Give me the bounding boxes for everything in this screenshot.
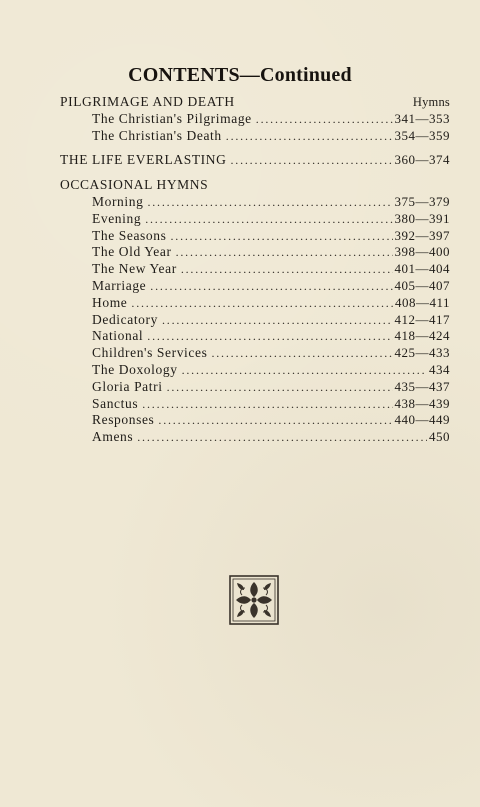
table-of-contents [60,94,450,446]
toc-entry [60,328,450,345]
dot-leader [170,228,392,245]
dot-leader [142,396,392,413]
section-heading-occasional-hymns: OCCASIONAL HYMNS [60,177,209,193]
toc-section-heading [60,152,450,169]
entry-label: Evening [92,210,142,226]
entry-label: The Old Year [92,244,172,260]
toc-entry [60,345,450,362]
toc-entry [60,295,450,312]
entry-label: National [92,328,144,344]
toc-entry [60,396,450,413]
toc-entry [60,278,450,295]
dot-leader [256,111,393,128]
entry-label: Sanctus [92,395,139,411]
dot-leader [162,312,393,329]
dot-leader [230,152,392,169]
section-range: 360—374 [394,152,450,168]
dot-leader [181,261,393,278]
entry-range: 341—353 [394,110,450,126]
dot-leader [158,412,392,429]
toc-entry [60,362,450,379]
entry-label: Responses [92,412,155,428]
toc-entry [60,244,450,261]
toc-entry [60,379,450,396]
dot-leader [211,345,392,362]
dot-leader [137,429,427,446]
toc-entry [60,194,450,211]
entry-label: Gloria Patri [92,378,163,394]
dot-leader [131,295,393,312]
entry-range: 398—400 [394,244,450,260]
dot-leader [150,278,392,295]
toc-entry [60,412,450,429]
dot-leader [145,211,392,228]
toc-entry [60,261,450,278]
dot-leader [182,362,427,379]
entry-label: The Seasons [92,227,167,243]
entry-label: Marriage [92,277,147,293]
entry-label: Home [92,294,128,310]
toc-section-heading [60,177,450,194]
entry-range: 435—437 [394,378,450,394]
dot-leader [226,128,393,145]
dot-leader [176,244,393,261]
dot-leader [147,194,392,211]
hymns-column-header: Hymns [412,95,450,109]
entry-range: 450 [429,429,450,445]
entry-range: 440—449 [394,412,450,428]
section-heading-the-life-everlasting: THE LIFE EVERLASTING [60,152,227,168]
entry-range: 408—411 [394,294,450,310]
entry-range: 425—433 [394,345,450,361]
entry-range: 438—439 [394,395,450,411]
entry-range: 354—359 [394,127,450,143]
entry-range: 434 [429,361,450,377]
toc-section-heading [60,94,450,111]
dot-leader [167,379,393,396]
entry-label: The Doxology [92,361,178,377]
entry-range: 375—379 [394,193,450,209]
entry-range: 418—424 [394,328,450,344]
toc-entry [60,228,450,245]
entry-label: The Christian's Pilgrimage [92,110,252,126]
toc-entry [60,111,450,128]
entry-range: 405—407 [394,277,450,293]
toc-entry [60,211,450,228]
entry-label: Children's Services [92,345,208,361]
entry-label: The Christian's Death [92,127,222,143]
entry-label: The New Year [92,261,177,277]
entry-range: 380—391 [394,210,450,226]
entry-range: 412—417 [394,311,450,327]
toc-entry [60,128,450,145]
entry-label: Morning [92,193,144,209]
section-heading-pilgrimage-and-death: PILGRIMAGE AND DEATH [60,94,235,109]
entry-label: Dedicatory [92,311,158,327]
entry-label: Amens [92,429,134,445]
toc-entry [60,312,450,329]
dot-leader [147,328,392,345]
page-title: CONTENTS—Continued [128,64,352,86]
toc-entry [60,429,450,446]
floral-ornament-icon [229,575,279,625]
entry-range: 392—397 [394,227,450,243]
entry-range: 401—404 [394,261,450,277]
